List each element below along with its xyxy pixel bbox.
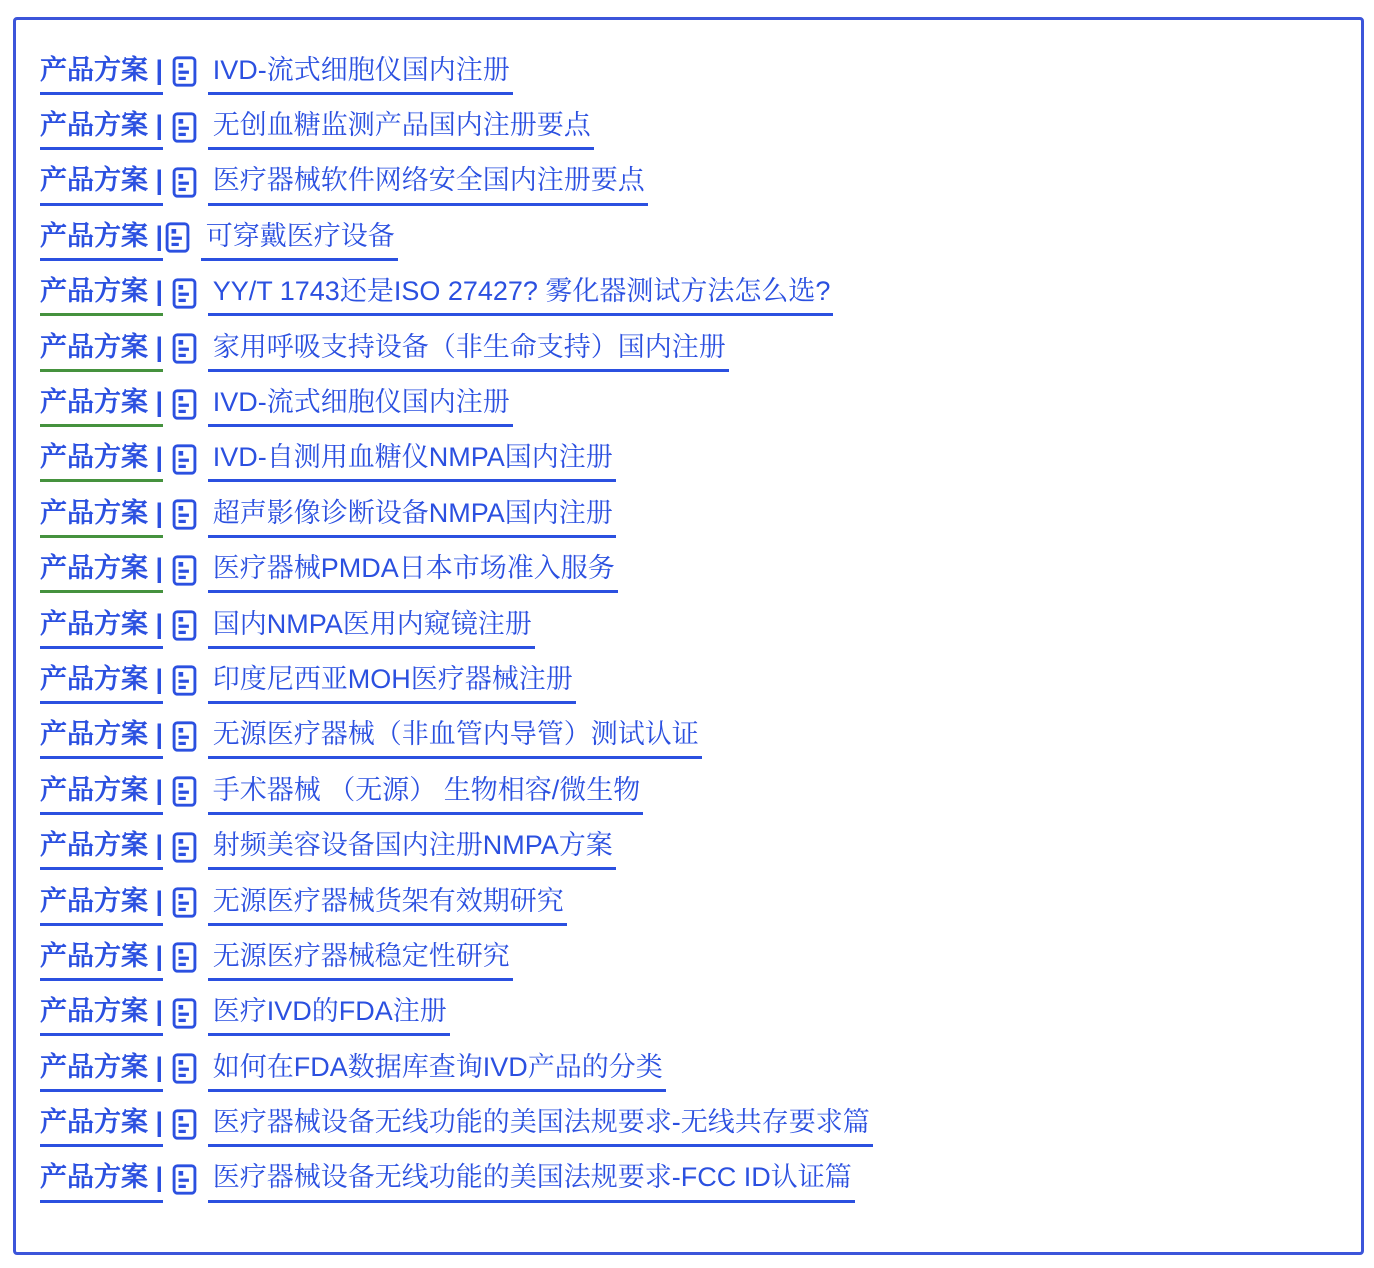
category-tag[interactable]: 产品方案 | (40, 609, 163, 649)
category-tag[interactable]: 产品方案 | (40, 830, 163, 870)
category-tag[interactable]: 产品方案 | (40, 498, 163, 538)
article-link[interactable]: 无创血糖监测产品国内注册要点 (208, 110, 594, 150)
article-link[interactable]: 无源医疗器械稳定性研究 (208, 941, 513, 981)
category-tag[interactable]: 产品方案 | (40, 165, 163, 205)
content-frame (13, 17, 1364, 1255)
document-icon (172, 998, 199, 1029)
list-item (40, 47, 1361, 102)
article-link[interactable]: 医疗IVD的FDA注册 (208, 996, 450, 1036)
list-item (40, 767, 1361, 822)
document-icon (172, 389, 199, 420)
category-tag[interactable]: 产品方案 | (40, 996, 163, 1036)
article-link[interactable]: 射频美容设备国内注册NMPA方案 (208, 830, 616, 870)
category-tag[interactable]: 产品方案 | (40, 110, 163, 150)
article-link[interactable]: 无源医疗器械（非血管内导管）测试认证 (208, 719, 702, 759)
document-icon (172, 444, 199, 475)
document-icon (172, 167, 199, 198)
category-tag[interactable]: 产品方案 | (40, 664, 163, 704)
list-item (40, 989, 1361, 1044)
category-tag[interactable]: 产品方案 | (40, 55, 163, 95)
document-icon (172, 610, 199, 641)
category-tag[interactable]: 产品方案 | (40, 553, 163, 593)
article-link[interactable]: 医疗器械设备无线功能的美国法规要求-FCC ID认证篇 (208, 1162, 855, 1202)
document-icon (172, 776, 199, 807)
category-tag[interactable]: 产品方案 | (40, 387, 163, 427)
document-icon (172, 721, 199, 752)
list-item (40, 269, 1361, 324)
article-list (16, 20, 1361, 1210)
document-icon (172, 887, 199, 918)
list-item (40, 656, 1361, 711)
list-item (40, 1044, 1361, 1099)
document-icon (172, 112, 199, 143)
list-item (40, 878, 1361, 933)
category-tag[interactable]: 产品方案 | (40, 719, 163, 759)
category-tag[interactable]: 产品方案 | (40, 442, 163, 482)
document-icon (172, 942, 199, 973)
document-icon (172, 333, 199, 364)
category-tag[interactable]: 产品方案 | (40, 886, 163, 926)
list-item (40, 379, 1361, 434)
list-item (40, 324, 1361, 379)
category-tag[interactable]: 产品方案 | (40, 1107, 163, 1147)
document-icon (172, 1164, 199, 1195)
document-icon (172, 555, 199, 586)
document-icon (172, 665, 199, 696)
article-link[interactable]: 超声影像诊断设备NMPA国内注册 (208, 498, 616, 538)
article-link[interactable]: 国内NMPA医用内窥镜注册 (208, 609, 535, 649)
document-icon (172, 1053, 199, 1084)
article-link[interactable]: 医疗器械PMDA日本市场准入服务 (208, 553, 618, 593)
article-link[interactable]: IVD-自测用血糖仪NMPA国内注册 (208, 442, 616, 482)
list-item (40, 158, 1361, 213)
article-link[interactable]: 医疗器械设备无线功能的美国法规要求-无线共存要求篇 (208, 1107, 873, 1147)
article-link[interactable]: 手术器械 （无源） 生物相容/微生物 (208, 775, 644, 815)
article-link[interactable]: 如何在FDA数据库查询IVD产品的分类 (208, 1052, 666, 1092)
document-icon (172, 56, 199, 87)
article-link[interactable]: 无源医疗器械货架有效期研究 (208, 886, 567, 926)
category-tag[interactable]: 产品方案 | (40, 1052, 163, 1092)
category-tag[interactable]: 产品方案 | (40, 941, 163, 981)
list-item (40, 601, 1361, 656)
list-item (40, 712, 1361, 767)
category-tag[interactable]: 产品方案 | (40, 332, 163, 372)
list-item (40, 933, 1361, 988)
document-icon (172, 832, 199, 863)
article-link[interactable]: 可穿戴医疗设备 (201, 221, 398, 261)
article-link[interactable]: IVD-流式细胞仪国内注册 (208, 55, 513, 95)
category-tag[interactable]: 产品方案 | (40, 221, 163, 261)
list-item (40, 1099, 1361, 1154)
list-item (40, 546, 1361, 601)
article-link[interactable]: 印度尼西亚MOH医疗器械注册 (208, 664, 576, 704)
article-link[interactable]: YY/T 1743还是ISO 27427? 雾化器测试方法怎么选? (208, 276, 834, 316)
article-link[interactable]: 医疗器械软件网络安全国内注册要点 (208, 165, 648, 205)
article-link[interactable]: 家用呼吸支持设备（非生命支持）国内注册 (208, 332, 729, 372)
list-item (40, 822, 1361, 877)
list-item (40, 490, 1361, 545)
category-tag[interactable]: 产品方案 | (40, 1162, 163, 1202)
document-icon (172, 278, 199, 309)
list-item (40, 213, 1361, 268)
category-tag[interactable]: 产品方案 | (40, 775, 163, 815)
list-item (40, 102, 1361, 157)
document-icon (172, 1109, 199, 1140)
document-icon (172, 499, 199, 530)
document-icon (165, 222, 192, 253)
category-tag[interactable]: 产品方案 | (40, 276, 163, 316)
list-item (40, 1155, 1361, 1210)
article-link[interactable]: IVD-流式细胞仪国内注册 (208, 387, 513, 427)
list-item (40, 435, 1361, 490)
